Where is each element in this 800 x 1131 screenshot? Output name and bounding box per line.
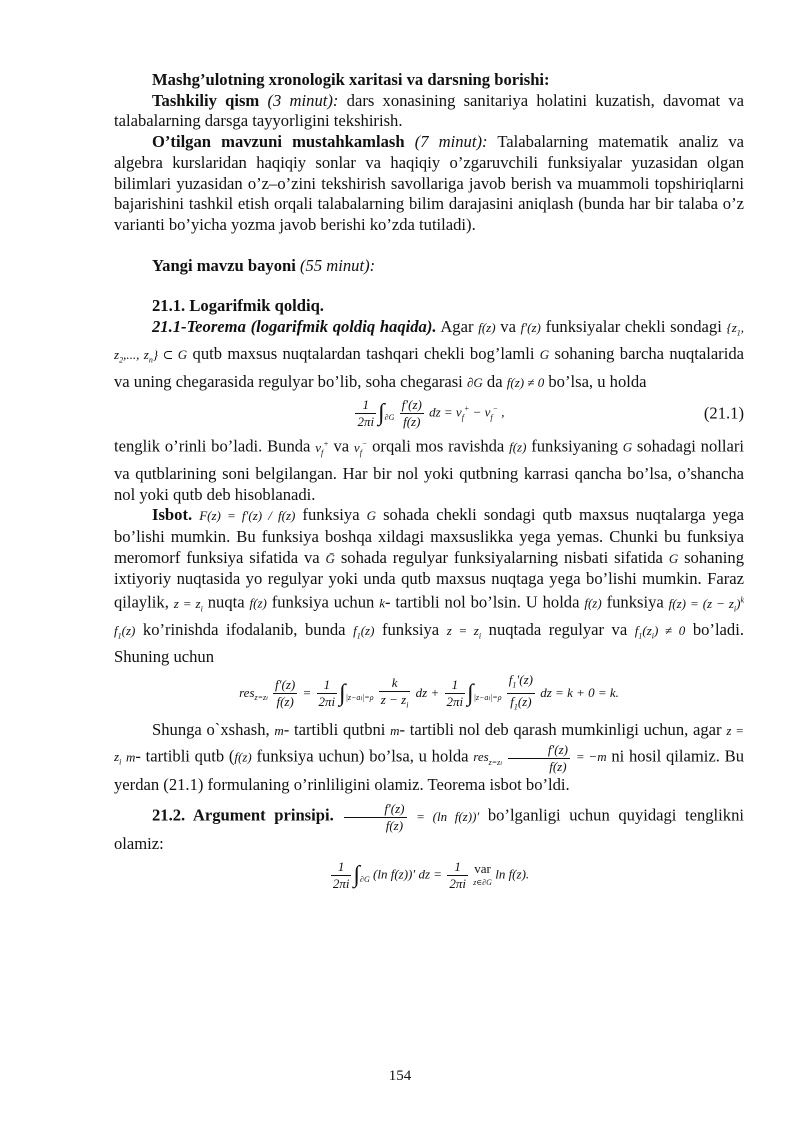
- new-topic-heading: Yangi mavzu bayoni (55 minut):: [152, 255, 376, 275]
- page-body: [114, 70, 744, 896]
- organizational-paragraph: Tashkiliy qism (3 minut): dars xonasining sanitariya holatini kuzatish, davomat va talabalarning darsga tayyorligini tekshirish.: [114, 90, 745, 131]
- proof-paragraph: Isbot. F(z) = f′(z) / f(z) funksiya G sohada chekli sondagi qutb maxsus nuqtalarga yega bo’lishi mumkin. Bu funksiya boshqa xildagi maxsuslikka yega yemas. Chunki bu funksiya meromorf funksiya sifatida va Ḡ sohada regulyar funksiyalarning nisbati sifatida G sohaning ixtiyoriy nuqtasida yo regulyar yoki unda qutb maxsus nuqtaga yega bo’lishi mumkin. Faraz qilaylik, $z = z_i$ nuqta f(z) funksiya uchun k- tartibli nol bo’lsin. U holda f(z) funksiya $f(z) = (z - z_i)^k$ $f_1(z)$ ko’rinishda ifodalanib, bunda $f_1(z)$ funksiya $z = z_i$ nuqtada regulyar va $f_1(z_i) \ne 0$ bo’ladi. Shuning uchun: [114, 505, 745, 667]
- argument-equation: $\frac{1}{2\pi i}$ $\int_{\partial G}$ (ln f(z))′ dz = $\frac{1}{2\pi i}$ var z∈∂G ln f(z).: [332, 859, 530, 892]
- equation-21-1: $\frac{1}{2\pi i}$ $\int_{\partial G}$ $\frac{f'(z)}{f(z)}$ dz = $\nu_f^+ - \nu_f^-$ , (21.1): [357, 397, 744, 430]
- argument-principle-paragraph: 21.2. Argument prinsipi. $\frac{f'(z)}{f(z)}$ = (ln f(z))′ bo’lganligi uchun quyidagi tenglikni olamiz:: [114, 801, 744, 854]
- review-paragraph: O’tilgan mavzuni mustahkamlash (7 minut): Talabalarning matematik analiz va algebra kurslaridan haqiqiy sonlar va haqiqiy o’zgaruvchili funksiyalar yuzasidan olgan bilimlari yuzasidan o’z–o’zini tekshirish savollariga javob berish va muammoli topshiriqlarni bajarishini tashkil etish orqali talabalarning bilim darajasini aniqlash (bunda har bir talaba o’z varianti bo’yicha yozma javob berishi ko’zda tutiladi).: [114, 132, 744, 234]
- theorem-paragraph: 21.1-Teorema (logarifmik qoldiq haqida). Agar f(z) va f′(z) funksiyalar chekli sondagi {$z_1$, $z_2$,..., $z_n$} ⊂ G qutb maxsus nuqtalardan tashqari chekli bog’lamli G sohaning barcha nuqtalarida va uning chegarasida regulyar bo’lib, soha chegarasi ∂G da f(z) ≠ 0 bo’lsa, u holda: [114, 317, 745, 391]
- lesson-heading: Mashg’ulotning xronologik xaritasi va darsning borishi:: [152, 70, 550, 89]
- pole-paragraph: Shunga o`xshash, m- tartibli qutbni m- tartibli nol deb qarash mumkinligi uchun, agar $z = z_i$ m- tartibli qutb (f(z) funksiya uchun) bo’lsa, u holda res$_{z=zi}$ $\frac{f'(z)}{f(z)}$ = −m ni hosil qilamiz. Bu yerdan (21.1) formulaning o’rinliligini olamiz. Teorema isbot bo’ldi.: [114, 719, 744, 794]
- residue-equation: res$_{z=zi}$ $\frac{f'(z)}{f(z)}$ = $\frac{1}{2\pi i}$ $\int_{|z-ai|=\rho}$ $\frac{k}{z - z_i}$ dz + $\frac{1}{2\pi i}$ $\int_{|z-ai|=\rho}$ $\frac{f_1'(z)}{f_1(z)}$ dz = k + 0 = k.: [239, 671, 619, 712]
- equation-explanation-paragraph: tenglik o’rinli bo’ladi. Bunda $\nu_f^+$ va $\nu_f^-$ orqali mos ravishda f(z) funksiyaning G sohadagi nollari va qutblarining soni belgilangan. Har bir nol yoki qutbning karrasi qancha bo’lsa, o’shancha nol yoki qutb deb hisoblanadi.: [114, 436, 744, 504]
- section-title: 21.1. Logarifmik qoldiq.: [152, 296, 324, 316]
- equation-number: (21.1): [703, 403, 744, 423]
- page-number: 154: [388, 1068, 412, 1084]
